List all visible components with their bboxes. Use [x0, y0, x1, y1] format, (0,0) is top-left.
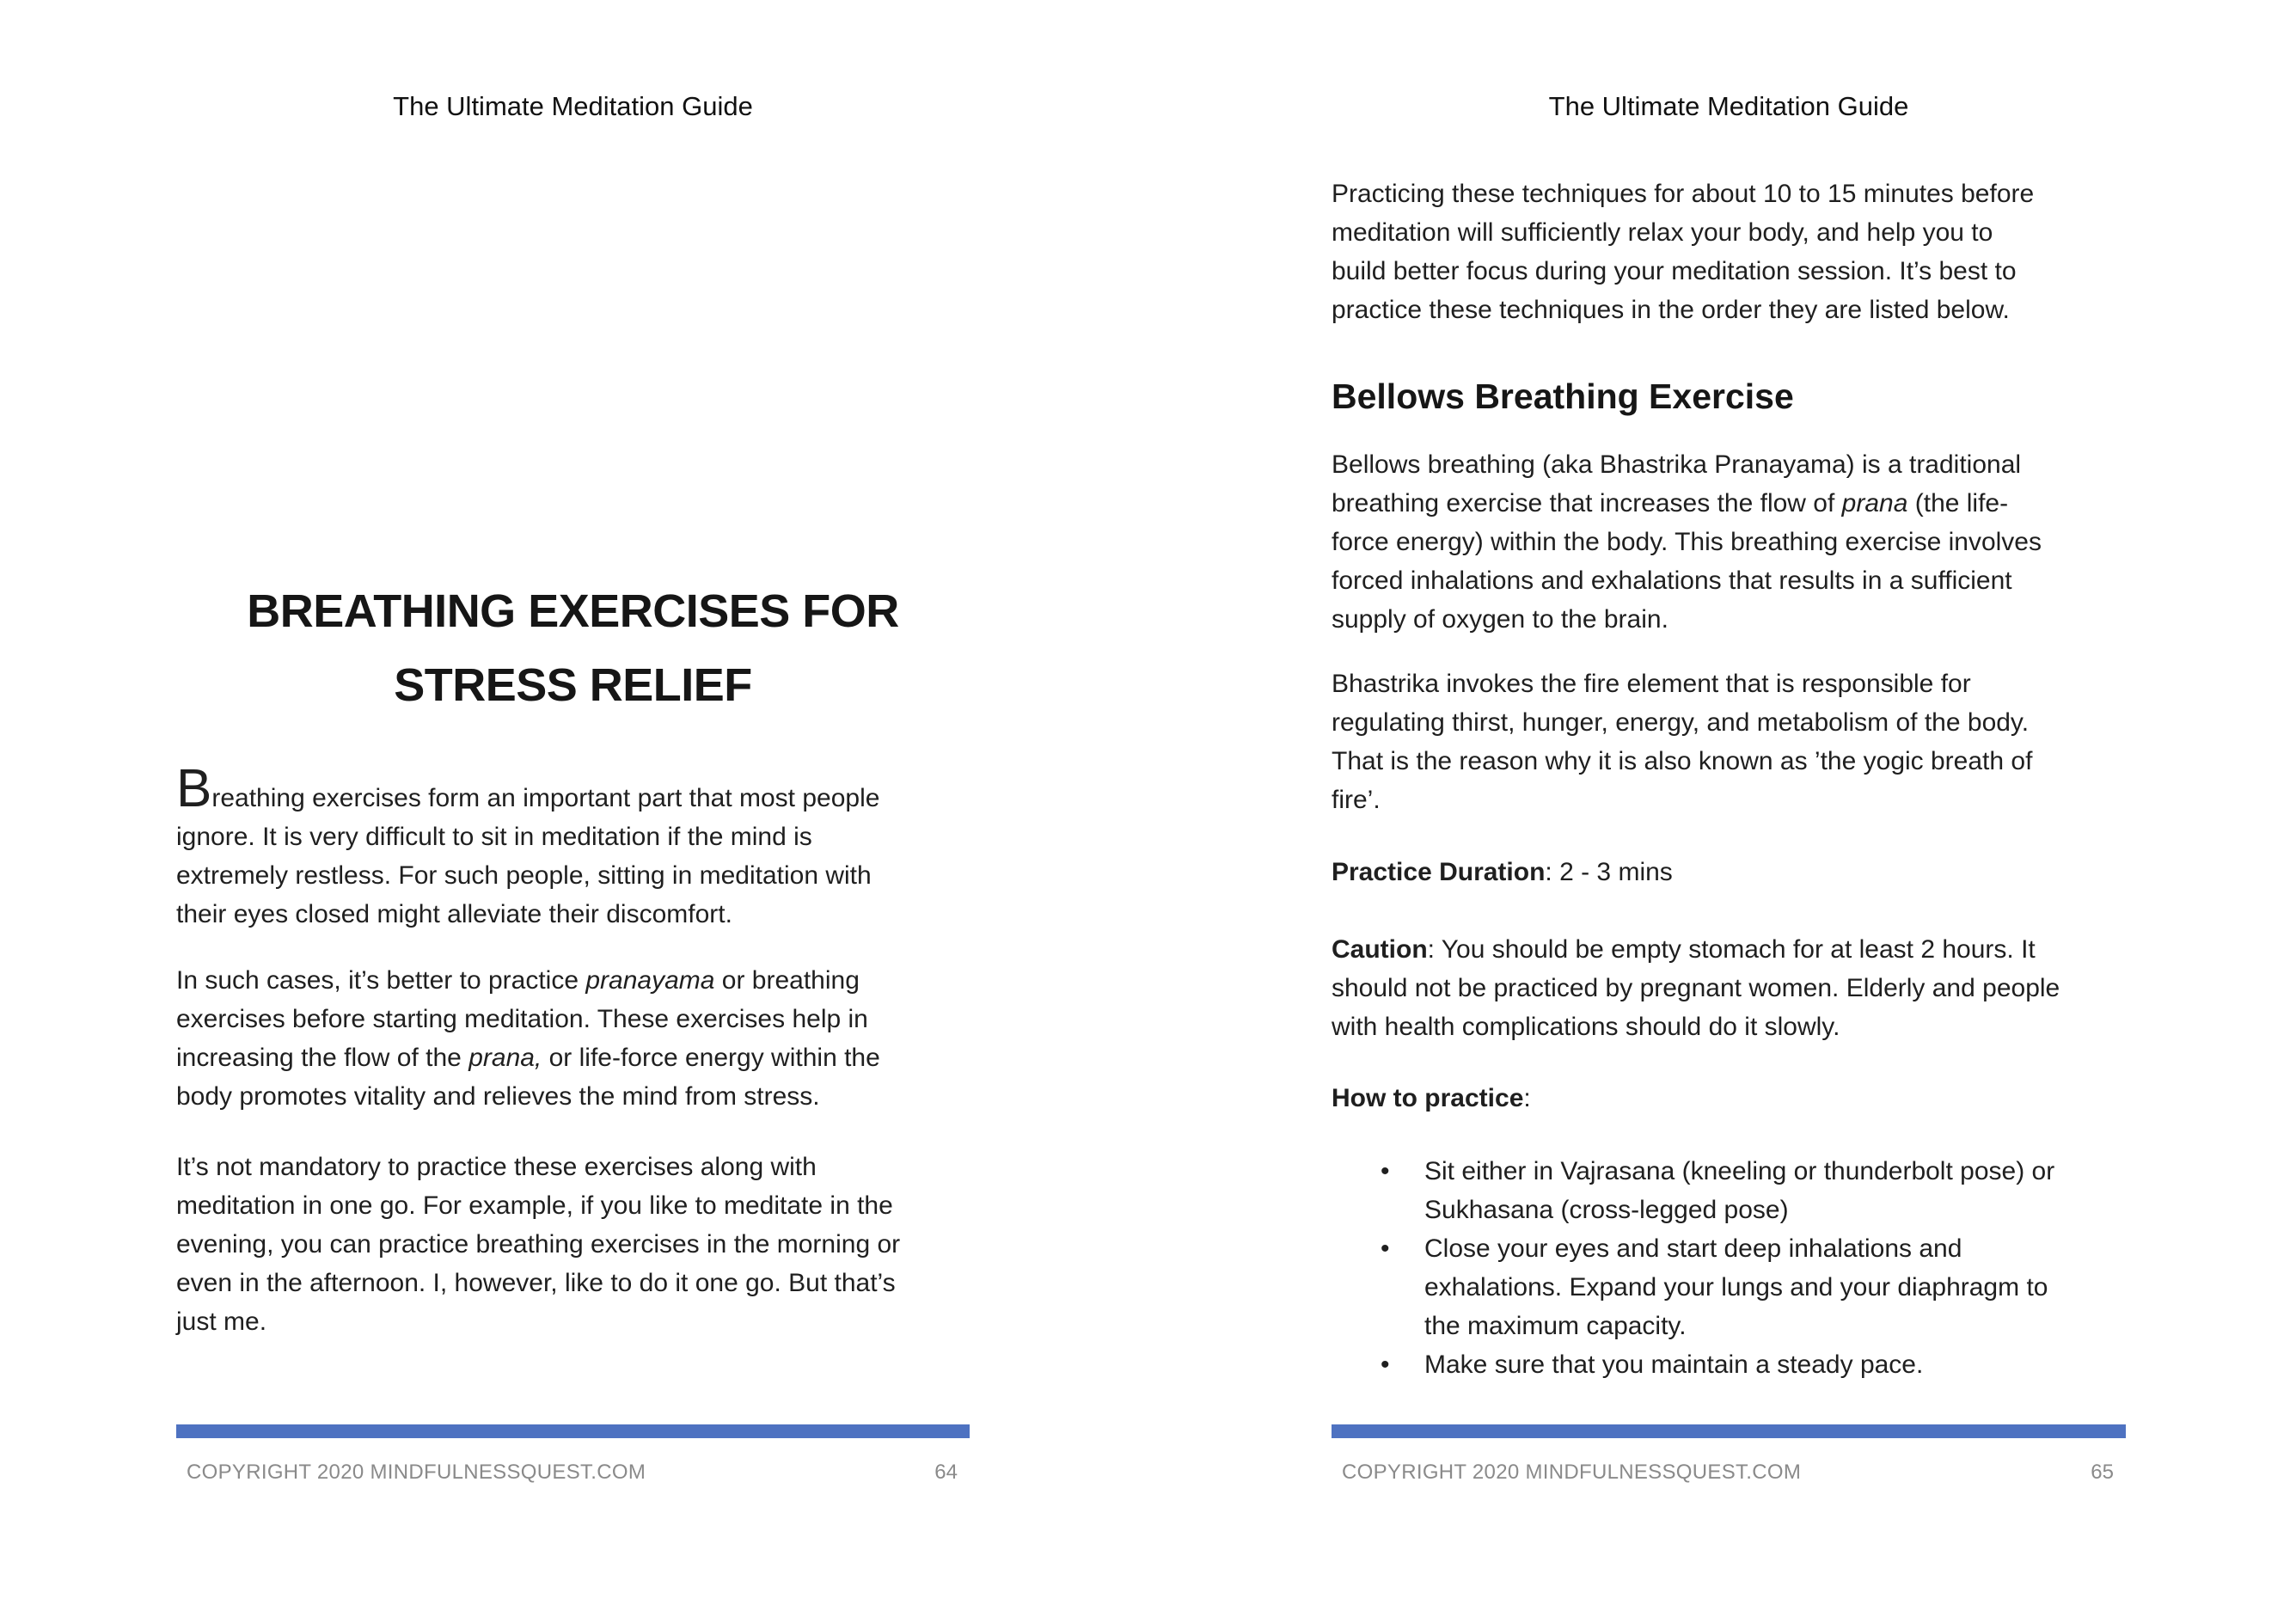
footer-divider [176, 1424, 970, 1438]
running-header: The Ultimate Meditation Guide [1548, 91, 1909, 121]
paragraph [176, 759, 1021, 934]
paragraph-text: reathing exercises form an important part that most people ignore. It is very difficult to sit in meditation if the mind is extremely restless. For such people, sitting in meditation with their eyes closed might alleviate their discomfort. [176, 784, 880, 928]
chapter-title: BREATHING EXERCISES FOR STRESS RELIEF [247, 585, 899, 711]
running-header: The Ultimate Meditation Guide [393, 91, 753, 121]
paragraph: Bellows breathing (aka Bhastrika Pranayama) is a traditional breathing exercise that increases the flow of prana (the life- force energy) within the body. This breathing exercise involves forced inhalations and exhalations that results in a sufficient supply of oxygen to the brain. [1332, 450, 2042, 634]
paragraph: Bhastrika invokes the fire element that is responsible for regulating thirst, hunger, energy, and metabolism of the body. That is the reason why it is also known as ’the yogic breath of fire’. [1332, 670, 2033, 814]
footer-divider [1332, 1424, 2126, 1438]
page-number: 64 [934, 1461, 958, 1484]
footer-copyright: COPYRIGHT 2020 MINDFULNESSQUEST.COM [187, 1461, 646, 1484]
practice-duration-line: Practice Duration: 2 - 3 mins [1332, 858, 1673, 886]
list-item: • Sit either in Vajrasana (kneeling or thunderbolt pose) or Sukhasana (cross-legged pose) [1332, 1152, 2160, 1229]
drop-cap: B [176, 759, 212, 818]
paragraph: Practicing these techniques for about 10 to 15 minutes before meditation will sufficiently relax your body, and help you to build better focus during your meditation session. It’s best to practice these techniques in the order they are listed below. [1332, 180, 2035, 324]
page-number: 65 [2091, 1461, 2114, 1484]
footer-copyright: COPYRIGHT 2020 MINDFULNESSQUEST.COM [1342, 1461, 1802, 1484]
page-right [1332, 0, 2126, 1623]
paragraph: In such cases, it’s better to practice pranayama or breathing exercises before starting meditation. These exercises help in increasing the flow of the prana, or life-force energy within the body promotes vitality and relieves the mind from stress. [176, 966, 880, 1111]
how-to-practice-label: How to practice: [1332, 1084, 1531, 1112]
paragraph: It’s not mandatory to practice these exercises along with meditation in one go. For example, if you like to meditate in the evening, you can practice breathing exercises in the morning or even in the afternoon. I, however, like to do it one go. But that’s just me. [176, 1153, 901, 1336]
list-item: • Make sure that you maintain a steady pace. [1332, 1345, 2160, 1384]
list-item: • Close your eyes and start deep inhalations and exhalations. Expand your lungs and your diaphragm to the maximum capacity. [1332, 1229, 2160, 1345]
caution-paragraph: Caution: You should be empty stomach for at least 2 hours. It should not be practiced by pregnant women. Elderly and people with health complications should do it slowly. [1332, 935, 2060, 1041]
bullet-list [1332, 1152, 2160, 1384]
page-left [176, 0, 970, 1623]
section-heading: Bellows Breathing Exercise [1332, 377, 1794, 416]
